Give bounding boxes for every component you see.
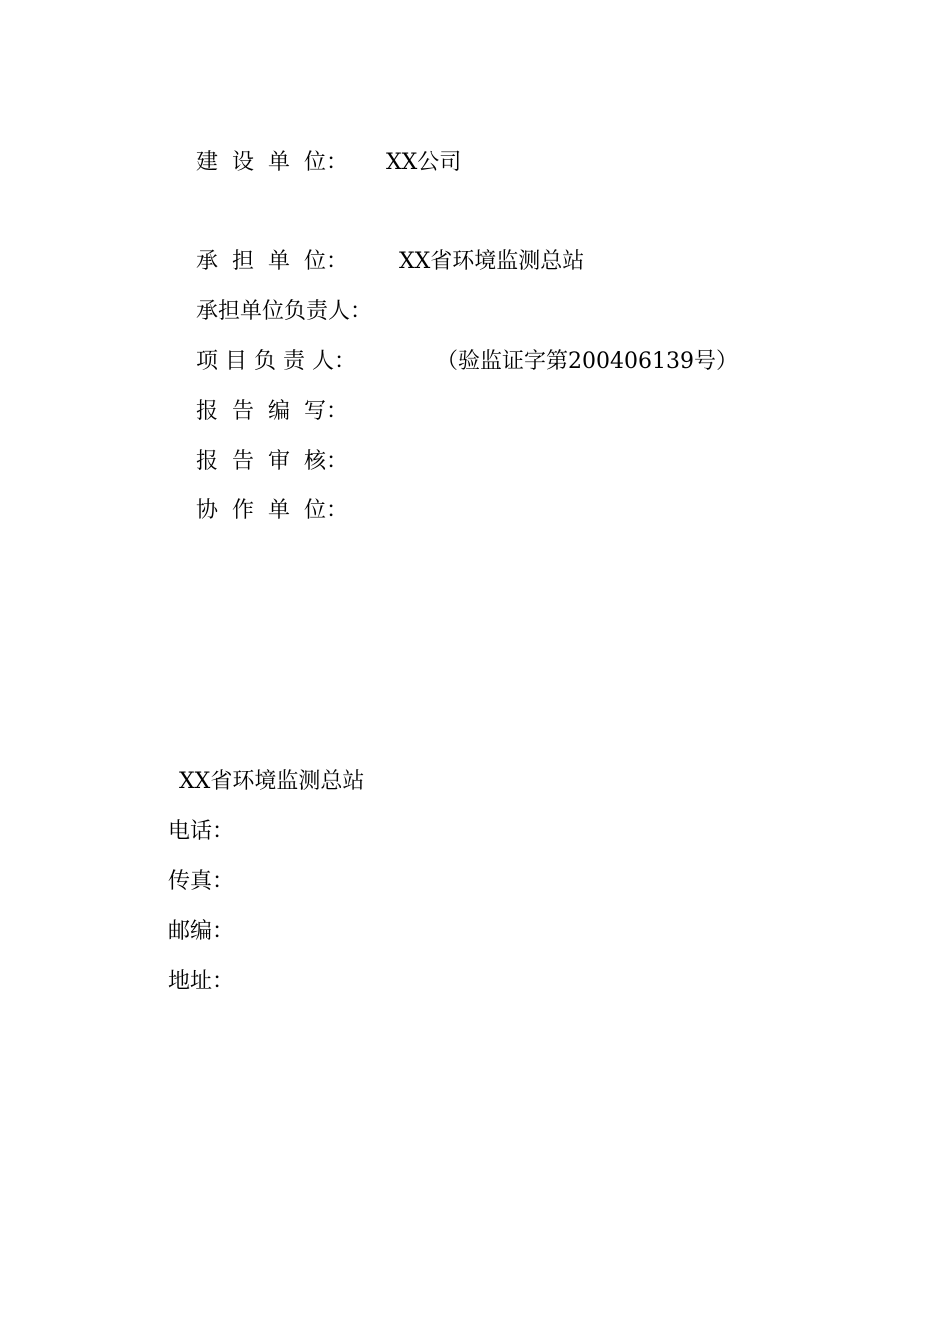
fax-label: 传真：	[168, 869, 235, 894]
address-label: 地址：	[168, 969, 235, 994]
undertaking-unit-value: XX省环境监测总站	[398, 249, 585, 274]
report-reviewer-label: 报 告 审 核：	[195, 449, 348, 474]
construction-unit-row	[168, 121, 461, 205]
construction-unit-value: XX公司	[385, 150, 462, 175]
project-head-label: 项 目 负 责 人：	[195, 349, 356, 374]
cooperating-unit-row	[168, 469, 348, 553]
undertaking-head-label: 承担单位负责人：	[195, 299, 372, 324]
construction-unit-label: 建 设 单 位：	[195, 150, 348, 175]
undertaking-unit-label: 承 担 单 位：	[195, 249, 348, 274]
cooperating-unit-label: 协 作 单 位：	[195, 498, 348, 523]
postcode-label: 邮编：	[168, 919, 235, 944]
project-head-cert-number: （验监证字第200406139号）	[435, 349, 738, 374]
contact-organization: XX省环境监测总站	[179, 769, 365, 794]
report-writer-label: 报 告 编 写：	[195, 399, 348, 424]
phone-label: 电话：	[168, 819, 235, 844]
